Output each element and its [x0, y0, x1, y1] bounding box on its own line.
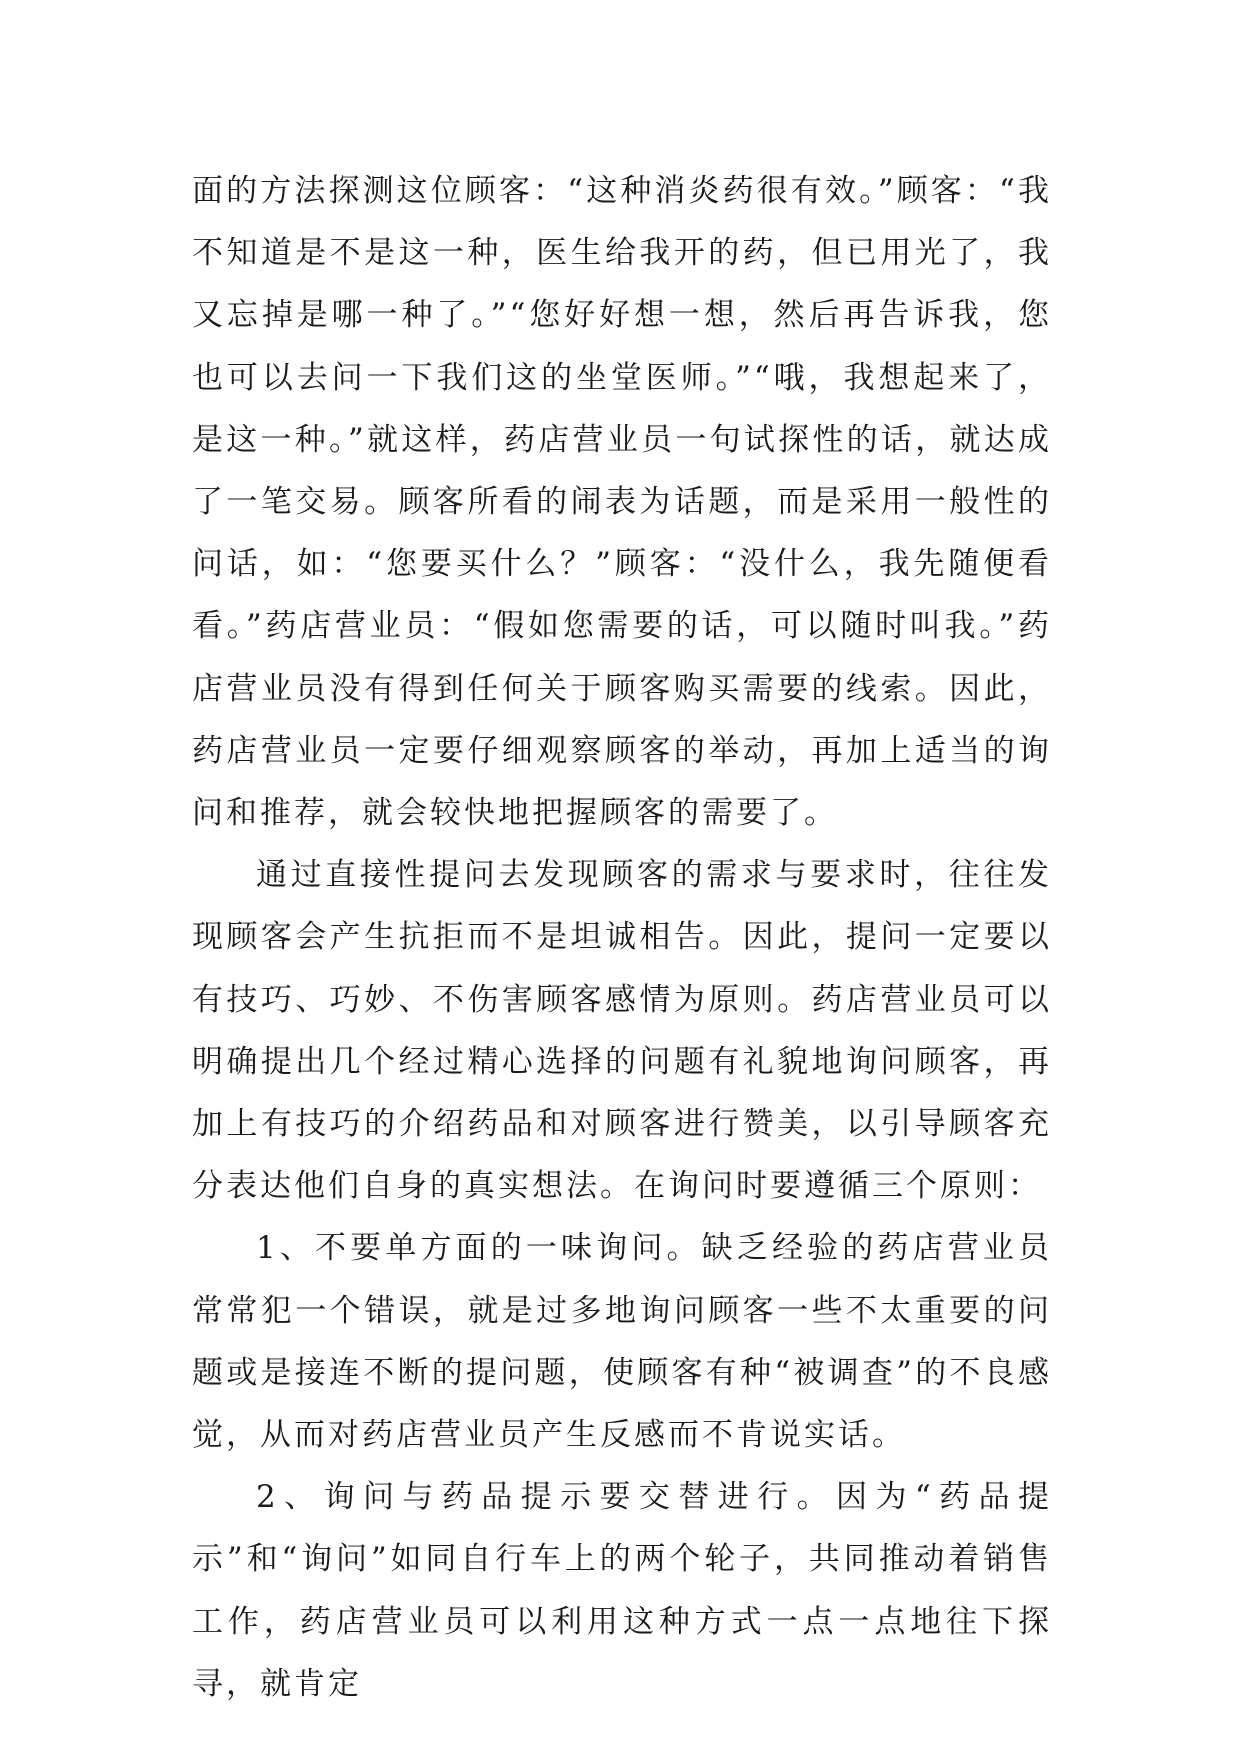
paragraph-4: 2、询问与药品提示要交替进行。因为“药品提示”和“询问”如同自行车上的两个轮子，共同推动着销售工作，药店营业员可以利用这种方式一点一点地往下探寻，就肯定 — [192, 1479, 1052, 1702]
paragraph-1: 面的方法探测这位顾客：“这种消炎药很有效。”顾客：“我不知道是不是这一种，医生给我开的药，但已用光了，我又忘掉是哪一种了。”“您好好想一想，然后再告诉我，您也可以去问一下我们这的坐堂医师。”“哦，我想起来了，是这一种。”就这样，药店营业员一句试探性的话，就达成了一笔交易。顾客所看的闹表为话题，而是采用一般性的问话，如：“您要买什么？”顾客：“没什么，我先随便看看。”药店营业员：“假如您需要的话，可以随时叫我。”药店营业员没有得到任何关于顾客购买需要的线索。因此，药店营业员一定要仔细观察顾客的举动，再加上适当的询问和推荐，就会较快地把握顾客的需要了。 — [192, 173, 1052, 832]
paragraph-3: 1、不要单方面的一味询问。缺乏经验的药店营业员常常犯一个错误，就是过多地询问顾客一些不太重要的问题或是接连不断的提问题，使顾客有种“被调查”的不良感觉，从而对药店营业员产生反感而不肯说实话。 — [192, 1230, 1052, 1454]
document-body — [192, 160, 1052, 1715]
paragraph-2: 通过直接性提问去发现顾客的需求与要求时，往往发现顾客会产生抗拒而不是坦诚相告。因此，提问一定要以有技巧、巧妙、不伤害顾客感情为原则。药店营业员可以明确提出几个经过精心选择的问题有礼貌地询问顾客，再加上有技巧的介绍药品和对顾客进行赞美，以引导顾客充分表达他们自身的真实想法。在询问时要遵循三个原则： — [192, 857, 1052, 1205]
